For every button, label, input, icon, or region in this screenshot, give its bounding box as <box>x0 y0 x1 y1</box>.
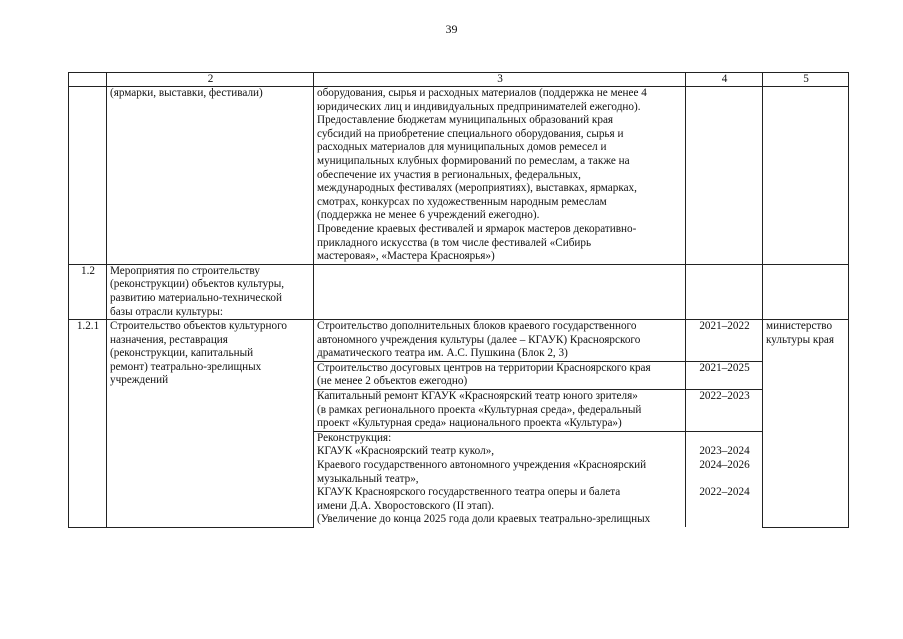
row-number: 1.2.1 <box>69 320 107 527</box>
header-cell-5: 5 <box>763 73 849 87</box>
program-measures-table <box>68 72 849 528</box>
measure-name: Мероприятия по строительству (реконструкции) объектов культуры, развитию материально-технической базы отрасли культуры: <box>107 264 314 319</box>
deadline: 2023–2024 2024–2026 2022–2024 <box>686 431 763 527</box>
measure-description: Строительство досуговых центров на территории Красноярского края (не менее 2 объектов ежегодно) <box>314 361 686 389</box>
measure-description: Реконструкция: КГАУК «Красноярский театр кукол», Краевого государственного автономного учреждения «Красноярский музыкальный театр», КГАУК Красноярского государственного театра оперы и балета имени Д.А. Хворостовского (II этап). (Увеличение до конца 2025 года доли краевых театрально-зрелищных <box>314 431 686 527</box>
deadline <box>686 87 763 265</box>
table-header-row <box>69 73 849 87</box>
page-number: 39 <box>445 22 458 36</box>
responsible <box>763 264 849 319</box>
deadline <box>686 264 763 319</box>
header-cell-4: 4 <box>686 73 763 87</box>
measure-description: оборудования, сырья и расходных материалов (поддержка не менее 4 юридических лиц и индивидуальных предпринимателей ежегодно). Предоставление бюджетам муниципальных образований края субсидий на приобретение специального оборудования, сырья и расходных материалов для муниципальных домов ремесел и муниципальных клубных формирований по ремеслам, а также на обеспечение их участия в региональных, федеральных, международных фестивалях (мероприятиях), выставках, ярмарках, смотрах, конкурсах по художественным народным ремеслам (поддержка не менее 6 учреждений ежегодно). Проведение краевых фестивалей и ярмарок мастеров декоративно- прикладного искусства (в том числе фестивалей «Сибирь мастеровая», «Мастера Красноярья») <box>314 87 686 265</box>
table-row <box>69 264 849 319</box>
responsible <box>763 87 849 265</box>
deadline: 2022–2023 <box>686 390 763 432</box>
measure-description: Строительство дополнительных блоков краевого государственного автономного учреждения культуры (далее – КГАУК) Красноярского драматического театра им. А.С. Пушкина (Блок 2, 3) <box>314 320 686 362</box>
measure-description <box>314 264 686 319</box>
measure-description: Капитальный ремонт КГАУК «Красноярский театр юного зрителя» (в рамках регионального проекта «Культурная среда», федеральный проект «Культурная среда» национального проекта «Культура») <box>314 390 686 432</box>
measure-name: (ярмарки, выставки, фестивали) <box>107 87 314 265</box>
row-number: 1.2 <box>69 264 107 319</box>
header-cell-2: 2 <box>107 73 314 87</box>
table-row <box>69 87 849 265</box>
responsible: министерство культуры края <box>763 320 849 527</box>
deadline: 2021–2025 <box>686 361 763 389</box>
header-cell-1 <box>69 73 107 87</box>
table-row <box>69 320 849 362</box>
deadline: 2021–2022 <box>686 320 763 362</box>
measure-name: Строительство объектов культурного назначения, реставрация (реконструкции, капитальный ремонт) театрально-зрелищных учреждений <box>107 320 314 527</box>
row-number <box>69 87 107 265</box>
header-cell-3: 3 <box>314 73 686 87</box>
